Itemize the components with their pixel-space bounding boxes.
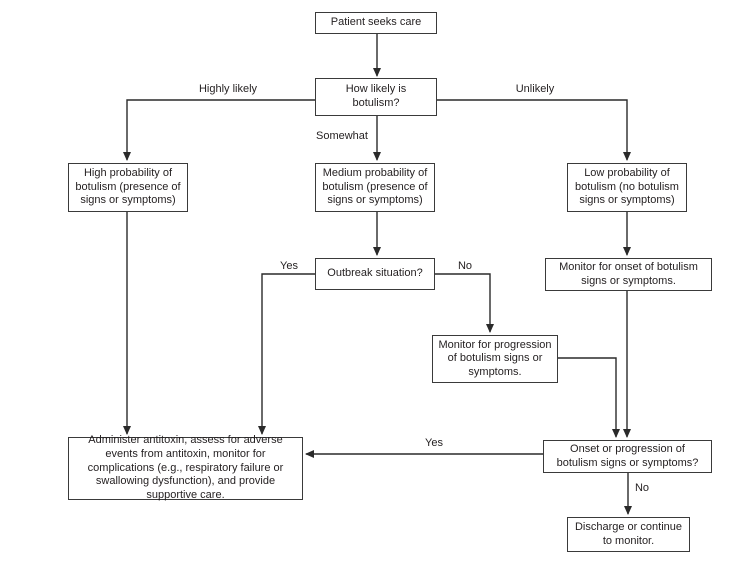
- node-outbreak-situation: Outbreak situation?: [315, 258, 435, 290]
- node-monitor-for-onset: Monitor for onset of botulism signs or symptoms.: [545, 258, 712, 291]
- edge-label-onset-no: No: [634, 482, 650, 494]
- edge-outbreak-no-to-monitor-progression: [435, 274, 490, 332]
- node-onset-or-progression: Onset or progression of botulism signs or symptoms?: [543, 440, 712, 473]
- node-patient-seeks-care: Patient seeks care: [315, 12, 437, 34]
- node-monitor-for-progression: Monitor for progression of botulism signs or symptoms.: [432, 335, 558, 383]
- edge-label-outbreak-yes: Yes: [280, 260, 298, 272]
- node-discharge-or-continue: Discharge or continue to monitor.: [567, 517, 690, 552]
- node-medium-probability: Medium probability of botulism (presence of signs or symptoms): [315, 163, 435, 212]
- edge-label-unlikely: Unlikely: [515, 83, 555, 95]
- edge-monitor-progression-to-onset-progression: [558, 358, 616, 437]
- edge-label-onset-yes: Yes: [425, 437, 443, 449]
- edge-outbreak-yes-to-administer: [262, 274, 315, 434]
- edge-label-highly-likely: Highly likely: [198, 83, 258, 95]
- node-low-probability: Low probability of botulism (no botulism signs or symptoms): [567, 163, 687, 212]
- edge-label-somewhat: Somewhat: [316, 130, 368, 142]
- edge-label-outbreak-no: No: [457, 260, 473, 272]
- edge-highly-likely-to-high-prob: [127, 100, 315, 160]
- node-high-probability: High probability of botulism (presence of signs or symptoms): [68, 163, 188, 212]
- node-administer-antitoxin: Administer antitoxin, assess for adverse events from antitoxin, monitor for complications (e.g., respiratory failure or swallowing dysfunction), and provide supportive care.: [68, 437, 303, 500]
- edge-unlikely-to-low-prob: [437, 100, 627, 160]
- node-how-likely-is-botulism: How likely is botulism?: [315, 78, 437, 116]
